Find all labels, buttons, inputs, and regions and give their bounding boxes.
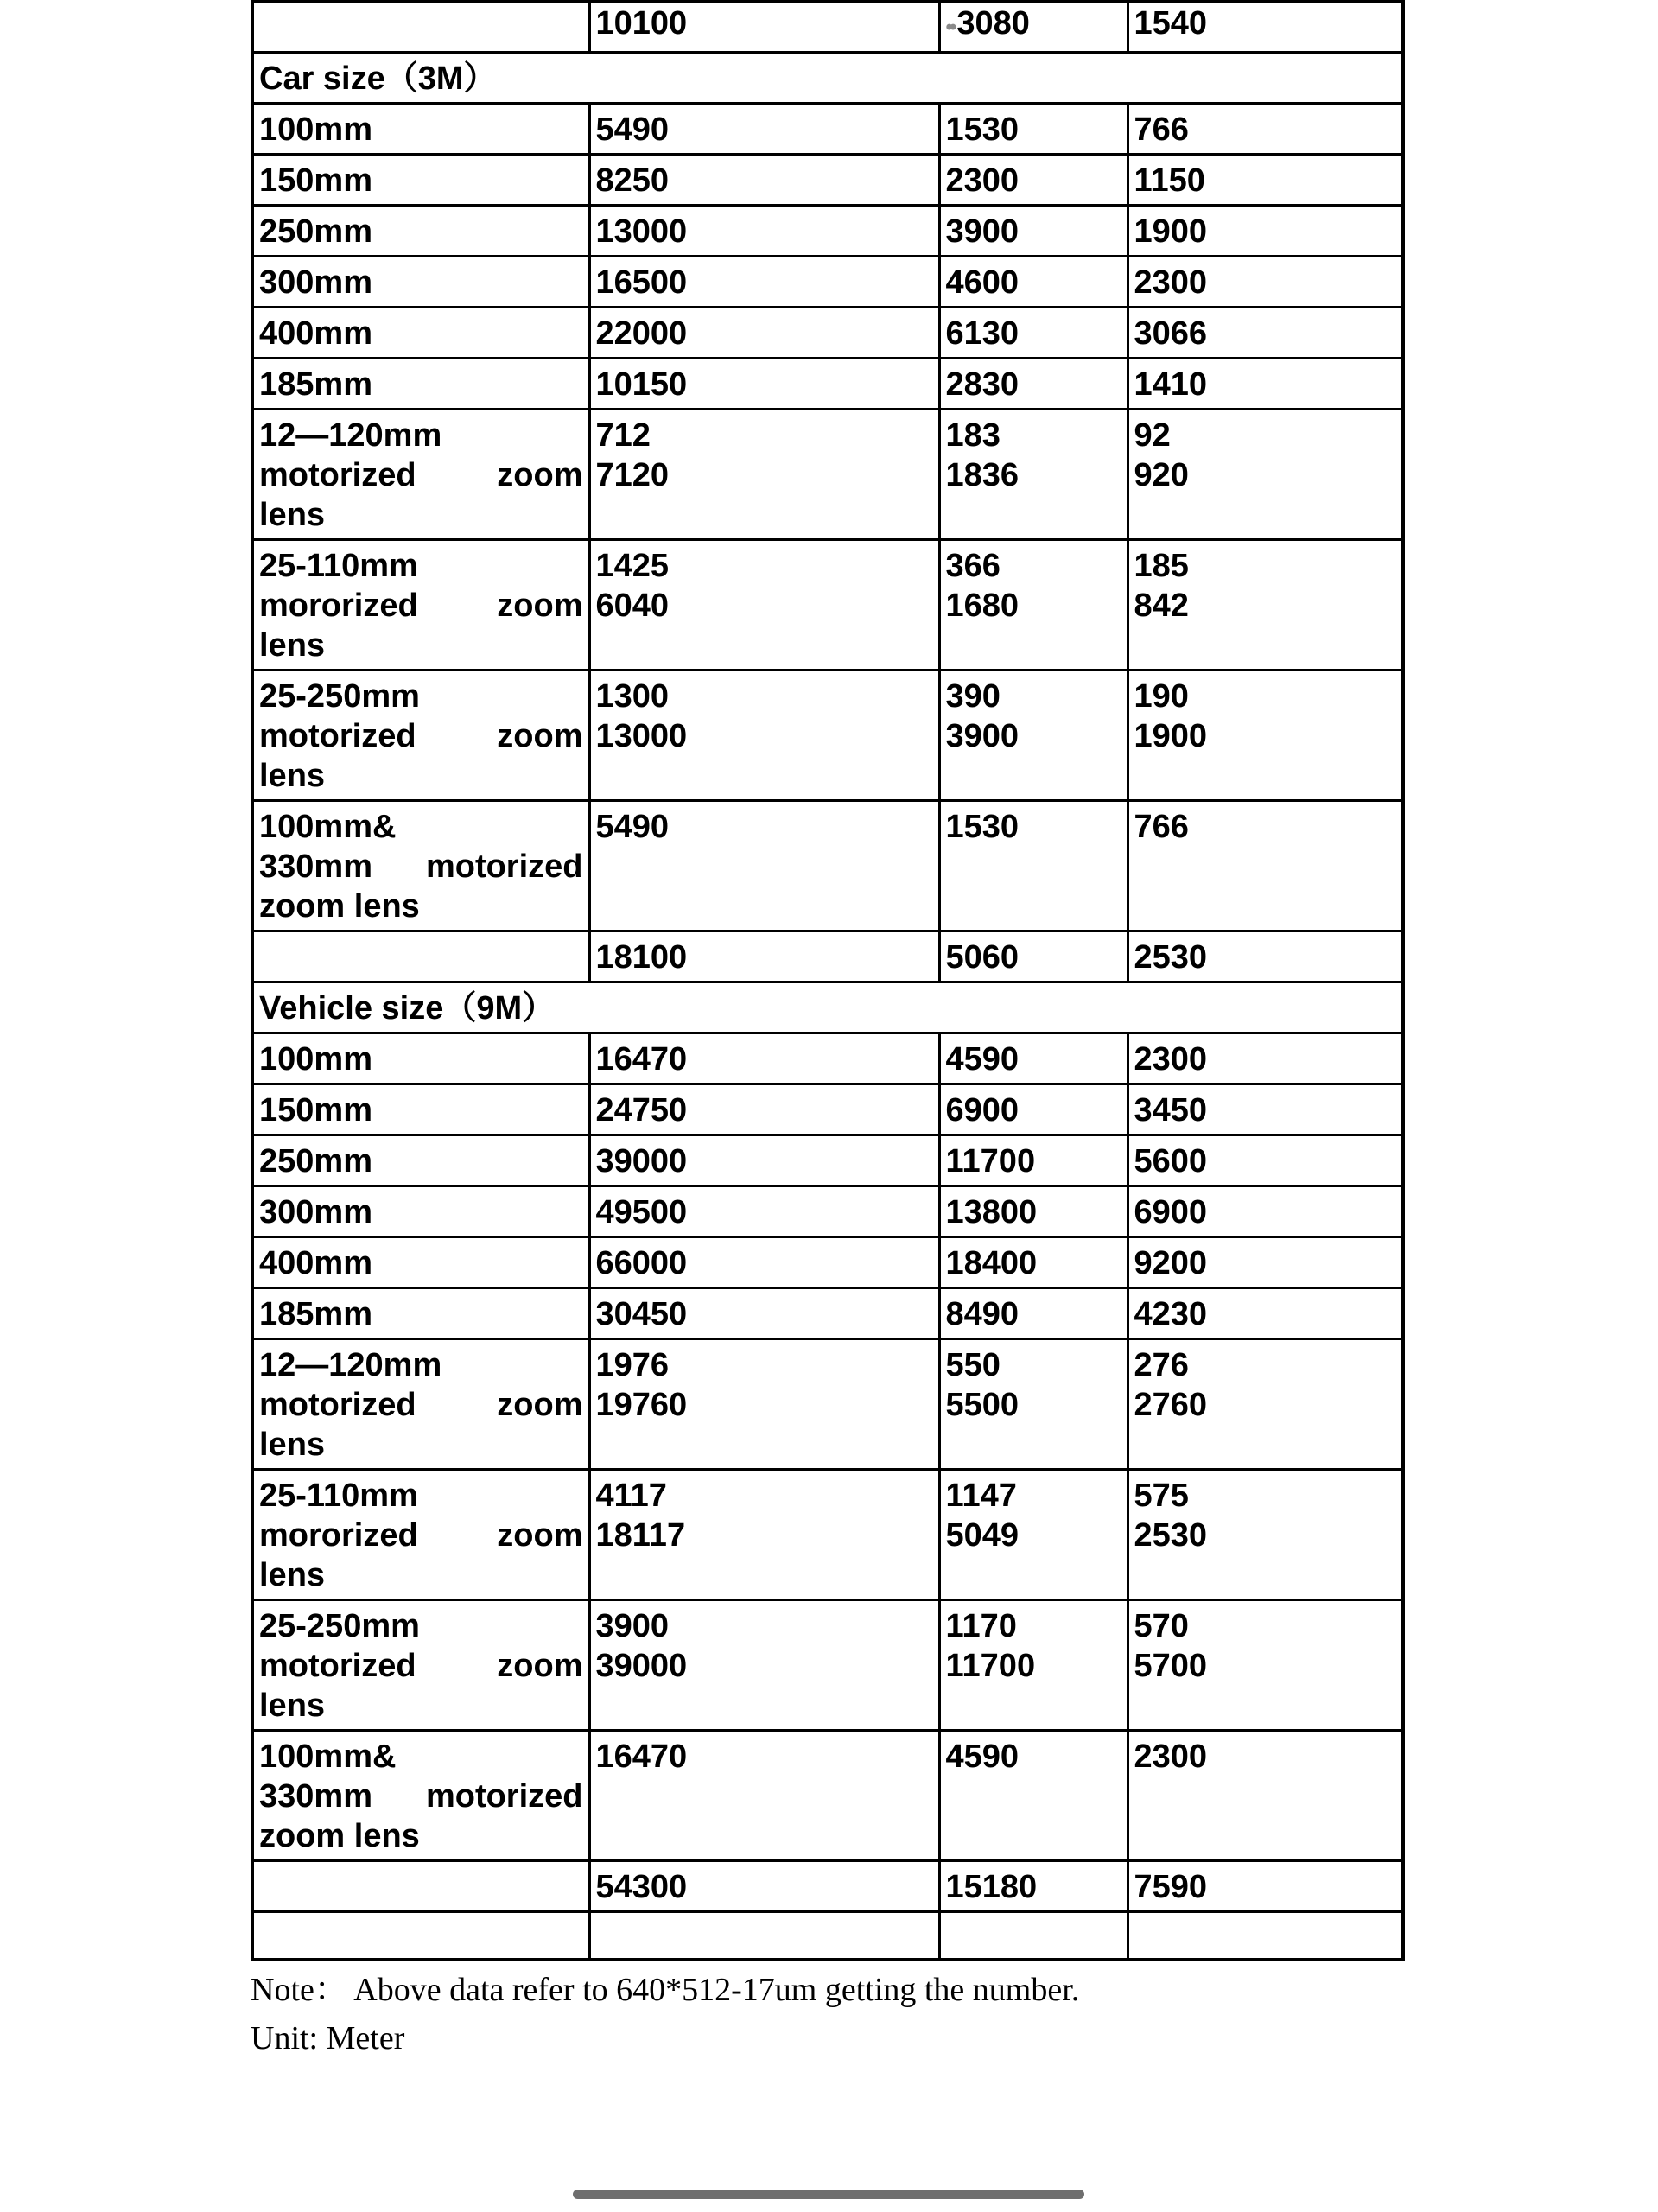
table-row: [252, 1600, 1403, 1731]
value-line: 92: [1134, 417, 1171, 454]
value-line: 1170: [945, 1608, 1017, 1644]
value-cell: 2300: [1128, 1033, 1403, 1084]
label-word: mororized: [259, 1517, 418, 1554]
value-cell: 54300: [589, 1861, 939, 1912]
value-cell: 16500: [589, 257, 939, 308]
range-table: [251, 0, 1405, 1961]
row-label-cell: [252, 1600, 589, 1731]
table-row: [252, 257, 1403, 308]
row-label-cell: 185mm: [252, 359, 589, 410]
empty-cell: [939, 1912, 1128, 1961]
value-line: 842: [1134, 588, 1189, 624]
label-line: lens: [259, 1557, 326, 1593]
row-label-cell: 250mm: [252, 1135, 589, 1186]
value-cell: 2530: [1128, 931, 1403, 982]
value-cell: 6900: [939, 1084, 1128, 1135]
row-label-cell: 400mm: [252, 1237, 589, 1288]
row-label-cell: [252, 410, 589, 540]
table-row: [252, 1237, 1403, 1288]
table-row: [252, 982, 1403, 1033]
label-word: zoom: [497, 1517, 583, 1554]
value-cell: 8250: [589, 155, 939, 206]
value-cell: [939, 1600, 1128, 1731]
value-cell: [589, 1470, 939, 1600]
value-cell: 2830: [939, 359, 1128, 410]
value-cell: 16470: [589, 1033, 939, 1084]
value-cell: 1530: [939, 104, 1128, 155]
value-line: 6040: [595, 588, 670, 624]
value-cell: 16470: [589, 1731, 939, 1861]
value-cell: [252, 1861, 589, 1912]
table-row: [252, 540, 1403, 671]
value-cell: [252, 931, 589, 982]
value-line: 366: [945, 548, 1001, 584]
value-cell: 4590: [939, 1731, 1128, 1861]
value-cell: 5490: [589, 801, 939, 931]
value-cell: 30450: [589, 1288, 939, 1339]
value-line: 1900: [1134, 718, 1208, 754]
label-line-justified: [259, 847, 583, 887]
table-row: [252, 1186, 1403, 1237]
row-label-cell: 185mm: [252, 1288, 589, 1339]
row-label-cell: 300mm: [252, 1186, 589, 1237]
value-line: 39000: [595, 1648, 688, 1684]
value-cell: 18100: [589, 931, 939, 982]
value-line: 2760: [1134, 1387, 1208, 1423]
value-cell: 9200: [1128, 1237, 1403, 1288]
label-line-justified: [259, 1646, 583, 1686]
table-cell: [252, 2, 589, 53]
value-cell: [939, 1339, 1128, 1470]
home-indicator[interactable]: [573, 2190, 1084, 2199]
empty-cell: [252, 1912, 589, 1961]
label-word: motorized: [259, 1648, 416, 1684]
label-line: lens: [259, 1427, 326, 1463]
value-cell: 5490: [589, 104, 939, 155]
value-line: 5049: [945, 1517, 1020, 1554]
table-row: [252, 1084, 1403, 1135]
value-cell: [589, 410, 939, 540]
value-cell: [589, 671, 939, 801]
row-label-cell: [252, 801, 589, 931]
value-line: 11700: [945, 1648, 1036, 1684]
value-cell: 66000: [589, 1237, 939, 1288]
value-cell: [939, 410, 1128, 540]
label-word: 330mm: [259, 1778, 372, 1815]
table-row: [252, 104, 1403, 155]
range-table-body: [252, 2, 1403, 1960]
value-line: 4117: [595, 1478, 667, 1514]
row-label-cell: 100mm: [252, 1033, 589, 1084]
value-line: 1300: [595, 678, 670, 715]
table-row: [252, 155, 1403, 206]
table-row: [252, 1288, 1403, 1339]
empty-cell: [1128, 1912, 1403, 1961]
label-line-justified: [259, 1385, 583, 1425]
value-line: 185: [1134, 548, 1189, 584]
row-label-cell: [252, 1339, 589, 1470]
table-row: [252, 1470, 1403, 1600]
value-line: 550: [945, 1347, 1001, 1383]
value-line: 1680: [945, 588, 1020, 624]
label-line-justified: [259, 716, 583, 756]
label-line: zoom lens: [259, 1818, 420, 1854]
value-cell: [1128, 410, 1403, 540]
row-label-cell: [252, 1470, 589, 1600]
value-cell: [1128, 1470, 1403, 1600]
label-word: motorized: [259, 1387, 416, 1423]
label-line-justified: [259, 1516, 583, 1555]
value-cell: 4230: [1128, 1288, 1403, 1339]
label-line: 100mm&: [259, 809, 397, 845]
value-line: 1425: [595, 548, 670, 584]
label-line: 25-110mm: [259, 548, 418, 584]
empty-cell: [589, 1912, 939, 1961]
label-word: motorized: [425, 1778, 583, 1815]
value-cell: 7590: [1128, 1861, 1403, 1912]
value-cell: [939, 671, 1128, 801]
value-line: 570: [1134, 1608, 1189, 1644]
row-label-cell: 300mm: [252, 257, 589, 308]
value-cell: 2300: [1128, 257, 1403, 308]
table-row: [252, 410, 1403, 540]
column-resize-handle-icon[interactable]: ••: [945, 16, 954, 39]
table-row: [252, 1861, 1403, 1912]
value-cell: 6900: [1128, 1186, 1403, 1237]
label-line: 25-250mm: [259, 1608, 420, 1644]
document: [251, 0, 1401, 2058]
unit-text: Unit: Meter: [251, 2020, 405, 2056]
value-line: 1976: [595, 1347, 670, 1383]
label-line: lens: [259, 1688, 326, 1724]
table-row: [252, 801, 1403, 931]
value-line: 920: [1134, 457, 1189, 493]
value-cell: 2300: [939, 155, 1128, 206]
table-row: [252, 931, 1403, 982]
label-word: zoom: [497, 1648, 583, 1684]
value-line: 19760: [595, 1387, 688, 1423]
label-line: 12—120mm: [259, 417, 442, 454]
value-cell: 3900: [939, 206, 1128, 257]
label-line: 100mm&: [259, 1738, 397, 1775]
value-cell: 22000: [589, 308, 939, 359]
value-line: 183: [945, 417, 1001, 454]
value-line: 190: [1134, 678, 1189, 715]
row-label-cell: 150mm: [252, 155, 589, 206]
value-line: 712: [595, 417, 651, 454]
value-line: 13000: [595, 718, 688, 754]
label-line: lens: [259, 758, 326, 794]
table-row: [252, 1135, 1403, 1186]
table-row: [252, 1912, 1403, 1961]
value-line: 1836: [945, 457, 1020, 493]
value-cell: 766: [1128, 104, 1403, 155]
value-cell: 4600: [939, 257, 1128, 308]
value-cell: 18400: [939, 1237, 1128, 1288]
value-cell: 3066: [1128, 308, 1403, 359]
table-cell: 1540: [1128, 2, 1403, 53]
value-cell: 766: [1128, 801, 1403, 931]
table-row: [252, 1339, 1403, 1470]
table-cell-text: 3080: [956, 5, 1030, 41]
label-line-justified: [259, 1777, 583, 1816]
section-title: Vehicle size（9M）: [252, 982, 1403, 1033]
value-cell: [1128, 1339, 1403, 1470]
label-word: zoom: [497, 457, 583, 493]
value-cell: 49500: [589, 1186, 939, 1237]
label-word: 330mm: [259, 849, 372, 885]
label-word: mororized: [259, 588, 418, 624]
label-line: lens: [259, 627, 326, 664]
value-cell: 39000: [589, 1135, 939, 1186]
value-line: 276: [1134, 1347, 1189, 1383]
label-line: 25-110mm: [259, 1478, 418, 1514]
row-label-cell: 150mm: [252, 1084, 589, 1135]
value-cell: 15180: [939, 1861, 1128, 1912]
value-cell: [589, 540, 939, 671]
value-line: 2530: [1134, 1517, 1208, 1554]
table-row: [252, 53, 1403, 104]
value-line: 5500: [945, 1387, 1020, 1423]
note-text: Note： Above data refer to 640*512-17um getting the number.: [251, 1972, 1080, 2008]
value-line: 390: [945, 678, 1001, 715]
row-label-cell: 400mm: [252, 308, 589, 359]
table-row: [252, 2, 1403, 53]
label-line: 25-250mm: [259, 678, 420, 715]
label-word: zoom: [497, 1387, 583, 1423]
row-label-cell: [252, 1731, 589, 1861]
value-line: 575: [1134, 1478, 1189, 1514]
value-cell: [589, 1339, 939, 1470]
value-cell: [1128, 671, 1403, 801]
table-row: [252, 308, 1403, 359]
value-line: 3900: [945, 718, 1020, 754]
value-line: 7120: [595, 457, 670, 493]
value-cell: 3450: [1128, 1084, 1403, 1135]
section-title: Car size（3M）: [252, 53, 1403, 104]
label-line: 12—120mm: [259, 1347, 442, 1383]
value-cell: 4590: [939, 1033, 1128, 1084]
value-line: 3900: [595, 1608, 670, 1644]
label-line-justified: [259, 455, 583, 495]
row-label-cell: [252, 540, 589, 671]
value-cell: 1900: [1128, 206, 1403, 257]
row-label-cell: 250mm: [252, 206, 589, 257]
table-row: [252, 1033, 1403, 1084]
label-word: motorized: [259, 718, 416, 754]
label-word: motorized: [425, 849, 583, 885]
table-row: [252, 206, 1403, 257]
value-cell: 6130: [939, 308, 1128, 359]
value-cell: [939, 540, 1128, 671]
value-cell: [1128, 540, 1403, 671]
value-line: 18117: [595, 1517, 686, 1554]
row-label-cell: 100mm: [252, 104, 589, 155]
label-line: zoom lens: [259, 888, 420, 925]
value-cell: 1410: [1128, 359, 1403, 410]
value-cell: 11700: [939, 1135, 1128, 1186]
value-cell: 13000: [589, 206, 939, 257]
label-line-justified: [259, 586, 583, 626]
value-cell: 13800: [939, 1186, 1128, 1237]
table-row: [252, 671, 1403, 801]
label-word: motorized: [259, 457, 416, 493]
table-cell: 10100: [589, 2, 939, 53]
value-cell: [589, 1600, 939, 1731]
label-line: lens: [259, 497, 326, 533]
value-cell: 8490: [939, 1288, 1128, 1339]
label-word: zoom: [497, 718, 583, 754]
value-cell: 1150: [1128, 155, 1403, 206]
value-cell: 1530: [939, 801, 1128, 931]
value-line: 5700: [1134, 1648, 1208, 1684]
value-cell: [1128, 1600, 1403, 1731]
table-row: [252, 359, 1403, 410]
value-cell: 5600: [1128, 1135, 1403, 1186]
value-cell: 24750: [589, 1084, 939, 1135]
row-label-cell: [252, 671, 589, 801]
value-cell: [939, 1470, 1128, 1600]
value-cell: 10150: [589, 359, 939, 410]
table-cell: [939, 2, 1128, 53]
table-row: [252, 1731, 1403, 1861]
value-cell: 5060: [939, 931, 1128, 982]
value-line: 1147: [945, 1478, 1017, 1514]
value-cell: 2300: [1128, 1731, 1403, 1861]
label-word: zoom: [497, 588, 583, 624]
